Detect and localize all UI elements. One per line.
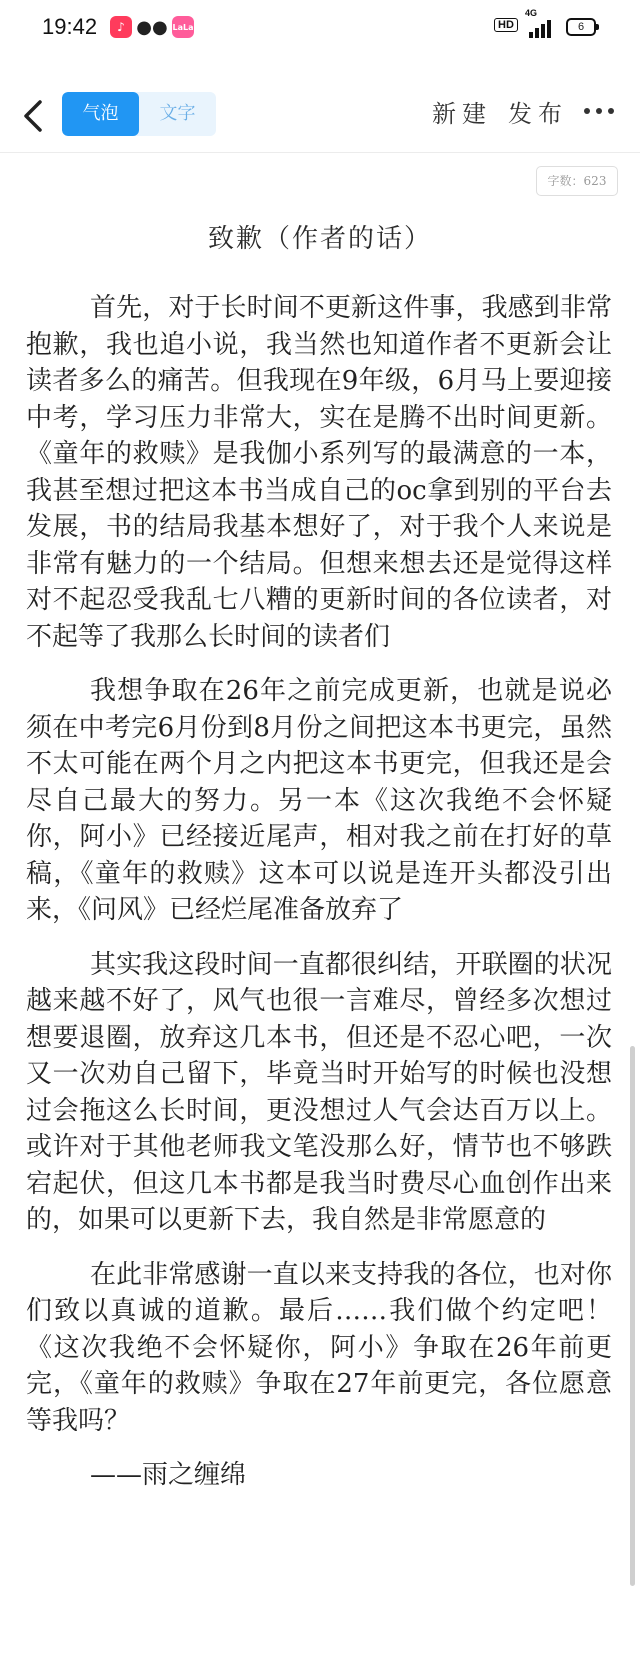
back-button[interactable]: [20, 96, 50, 136]
document-body[interactable]: [26, 290, 612, 1494]
paragraph-3[interactable]: 其实我这段时间一直都很纠结，开联圈的状况越来越不好了，风气也很一言难尽，曾经多次想过想要退圈，放弃这几本书，但还是不忍心吧，一次又一次劝自己留下，毕竟当时开始写的时候也没想过会拖这么长时间，更没想过人气会达百万以上。或许对于其他老师我文笔没那么好，情节也不够跌宕起伏，但这几本书都是我当时费尽心血创作出来的，如果可以更新下去，我自然是非常愿意的: [26, 949, 612, 1235]
signature[interactable]: ——雨之缠绵: [90, 1460, 247, 1490]
word-count-badge: 字数：623: [536, 166, 618, 196]
battery-icon: 6: [566, 18, 596, 36]
lala-app-icon: LaLa: [172, 16, 194, 38]
music-app-icon: ♪: [110, 16, 132, 38]
new-button[interactable]: 新建: [432, 100, 492, 128]
more-options-icon[interactable]: [584, 108, 614, 118]
wechat-icon: ●●: [136, 16, 168, 38]
paragraph-1[interactable]: 首先，对于长时间不更新这件事，我感到非常抱歉，我也追小说，我当然也知道作者不更新会让读者多么的痛苦。但我现在9年级，6月马上要迎接中考，学习压力非常大，实在是腾不出时间更新。《童年的救赎》是我伽小系列写的最满意的一本，我甚至想过把这本书当成自己的oc拿到别的平台去发展，书的结局我基本想好了，对于我个人来说是非常有魅力的一个结局。但想来想去还是觉得这样对不起忍受我乱七八糟的更新时间的各位读者，对不起等了我那么长时间的读者们: [26, 293, 612, 652]
signal-icon: [525, 8, 553, 38]
mode-bubble-tab[interactable]: 气泡: [62, 92, 139, 136]
mode-toggle: [62, 92, 216, 136]
paragraph-2[interactable]: 我想争取在26年之前完成更新，也就是说必须在中考完6月份到8月份之间把这本书更完，虽然不太可能在两个月之内把这本书更完，但我还是会尽自己最大的努力。另一本《这次我绝不会怀疑你，阿小》已经接近尾声，相对我之前在打好的草稿，《童年的救赎》这本可以说是连开头都没引出来，《问风》已经烂尾准备放弃了: [26, 676, 612, 925]
scrollbar[interactable]: [630, 1046, 635, 1586]
editor-toolbar: [0, 80, 640, 153]
status-time: 19:42: [42, 14, 98, 39]
paragraph-4[interactable]: 在此非常感谢一直以来支持我的各位，也对你们致以真诚的道歉。最后……我们做个约定吧！《这次我绝不会怀疑你，阿小》争取在26年前更完，《童年的救赎》争取在27年前更完，各位愿意等我吗？: [26, 1259, 612, 1436]
chevron-left-icon: [20, 96, 50, 136]
status-bar: [0, 0, 640, 56]
mode-text-tab[interactable]: 文字: [159, 103, 196, 124]
network-type: 4G: [525, 8, 538, 18]
publish-button[interactable]: 发布: [508, 100, 568, 128]
document-title[interactable]: 致歉（作者的话）: [207, 224, 432, 254]
hd-badge: HD: [494, 18, 518, 32]
